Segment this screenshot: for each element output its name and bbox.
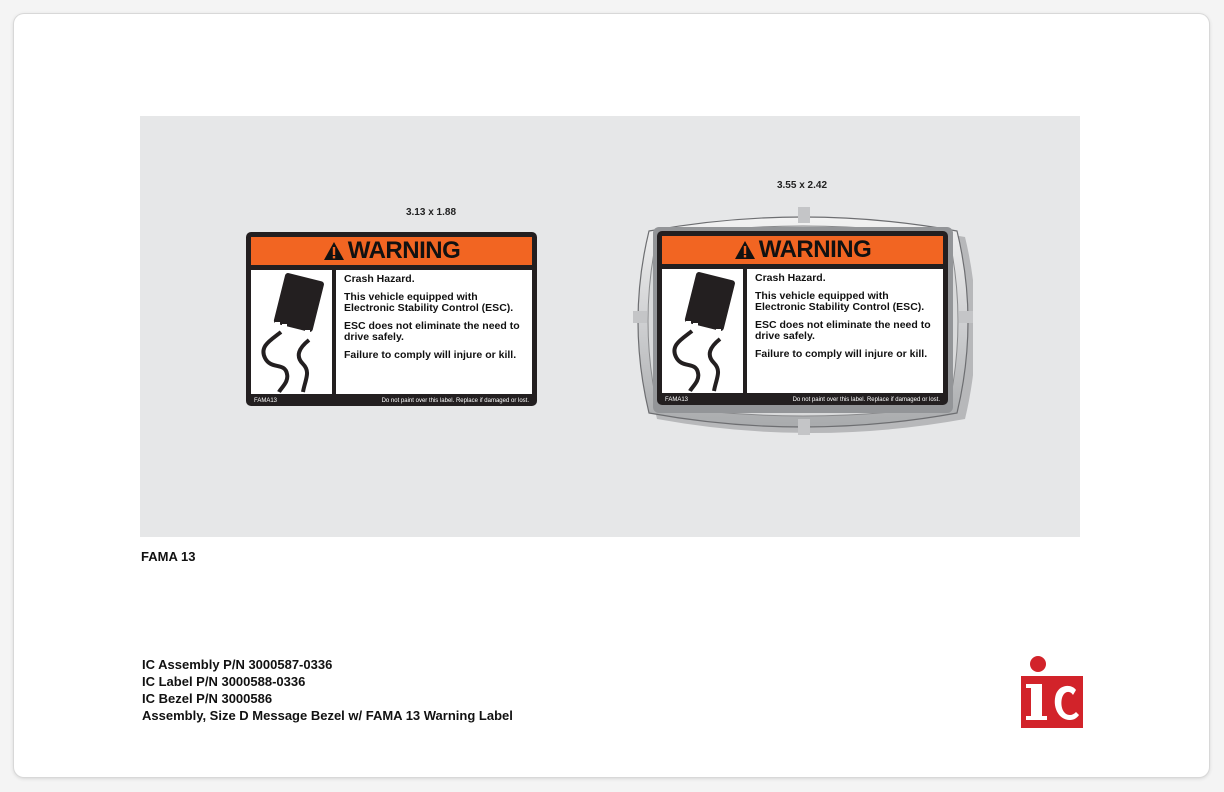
warning-text-block [336,270,532,394]
label-footer-note: Do not paint over this label. Replace if damaged or lost. [792,397,940,403]
small-label-dimension: 3.13 x 1.88 [405,207,457,218]
warning-line-2: This vehicle equipped with Electronic Stability Control (ESC). [344,291,514,314]
alert-triangle-icon [734,240,756,260]
warning-text-block [747,269,943,393]
warning-line-4: Failure to comply will injure or kill. [755,348,928,360]
figure-caption: FAMA 13 [141,549,196,564]
warning-line-4: Failure to comply will injure or kill. [344,349,517,361]
assembly-part-number: IC Assembly P/N 3000587-0336 [142,657,333,672]
alert-triangle-icon [323,241,345,261]
warning-line-3: ESC does not eliminate the need to drive safely. [344,320,520,343]
skid-pictogram [251,270,332,394]
warning-line-3: ESC does not eliminate the need to drive safely. [755,319,931,342]
label-part-number: IC Label P/N 3000588-0336 [142,674,306,689]
warning-header [251,237,532,265]
skidding-car-icon [251,270,332,394]
assembly-description: Assembly, Size D Message Bezel w/ FAMA 13 Warning Label [142,708,513,723]
skidding-car-icon [662,269,743,393]
skid-pictogram [662,269,743,393]
warning-header-text: WARNING [758,236,872,263]
warning-header [662,236,943,264]
label-footer-note: Do not paint over this label. Replace if damaged or lost. [381,398,529,404]
warning-line-1: Crash Hazard. [755,272,826,284]
bezel-part-number: IC Bezel P/N 3000586 [142,691,273,706]
label-code: FAMA13 [665,397,689,403]
warning-header-text: WARNING [347,237,461,264]
warning-line-2: This vehicle equipped with Electronic Stability Control (ESC). [755,290,925,313]
ic-logo [1018,654,1084,730]
bezel-label-dimension: 3.55 x 2.42 [776,180,828,191]
warning-label-in-bezel [657,231,948,405]
label-code: FAMA13 [254,398,278,404]
part-number-block [142,656,513,724]
warning-label-small [246,232,537,406]
warning-line-1: Crash Hazard. [344,273,415,285]
